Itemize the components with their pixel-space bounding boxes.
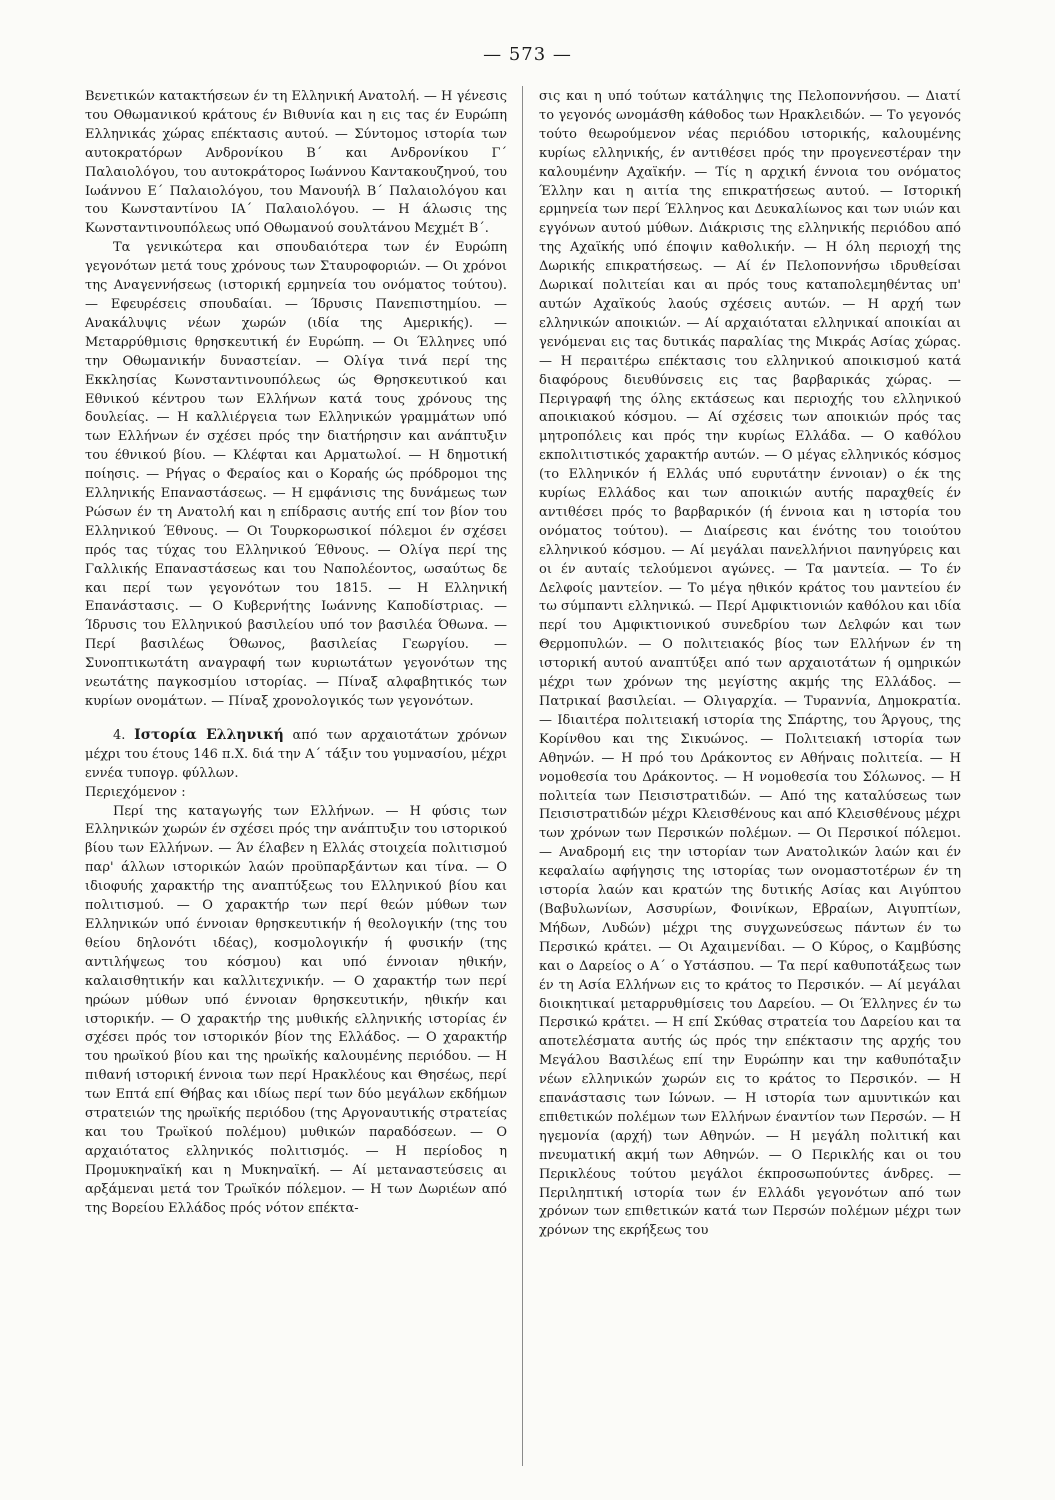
right-paragraph-1: σις και η υπό τούτων κατάληψις της Πελοποννήσου. — Διατί το γεγονός ωνομάσθη κάθοδος των Ηρακλειδών. — Το γεγονός τούτο θεωρούμενον νέας περιόδου ιστορικής, καλουμένης κυρίως ελληνικής, έν αντιθέσει πρός την προγενεστέραν την καλουμένην Αχαϊκήν. — Τίς η αρχική έννοια του ονόματος Έλλην και η αιτία της επικρατήσεως αυτού. — Ιστορική ερμηνεία των περί Έλληνος και Δευκαλίωνος και των υιών και εγγόνων αυτού μύθων. Διάκρισις της ελληνικής περιόδου από της Αχαϊκής υπό έποψιν καθολικήν. — Η όλη περιοχή της Δωρικής επικρατήσεως. — Αί έν Πελοποννήσω ιδρυθείσαι Δωρικαί πολιτείαι και αι πρός τους καταπολεμηθέντας υπ' αυτών Αχαϊκούς λαούς σχέσεις αυτών. — Η αρχή των ελληνικών αποικιών. — Αί αρχαιόταται ελληνικαί αποικίαι αι γενόμεναι εις τας δυτικάς παραλίας της Μικράς Ασίας χώρας. — Η περαιτέρω επέκτασις του ελληνικού αποικισμού κατά διαφόρους διευθύνσεις εις τας βαρβαρικάς χώρας. — Περιγραφή της όλης εκτάσεως και περιοχής του ελληνικού αποικιακού κόσμου. — Αί σχέσεις των αποικιών πρός τας μητροπόλεις και πρός την κυρίως Ελλάδα. — Ο καθόλου εκπολιτιστικός χαρακτήρ αυτών. — Ο μέγας ελληνικός κόσμος (το Ελληνικόν ή Ελλάς υπό ευρυτάτην έννοιαν) ο έκ της κυρίως Ελλάδος και των αποικιών αυτής παραχθείς έν αντιθέσει πρός το βαρβαρικόν (ή έννοια και η ιστορία του ονόματος τούτου). — Διαίρεσις και ένότης του τοιούτου ελληνικού κόσμου. — Αί μεγάλαι πανελλήνιοι πανηγύρεις και οι έν αυταίς τελούμενοι αγώνες. — Τα μαντεία. — Το έν Δελφοίς μαντείον. — Το μέγα ηθικόν κράτος του μαντείου έν τω σύμπαντι ελληνικώ. — Περί Αμφικτιονιών καθόλου και ιδία περί του Αμφικτιονικού συνεδρίου των Δελφών και των Θερμοπυλών. — Ο πολιτειακός βίος των Ελλήνων έν τη ιστορική αυτού αναπτύξει από των αρχαιοτάτων ή ομηρικών μέχρι των χρόνων της μεγίστης ακμής της Ελλάδος. — Πατρικαί βασιλείαι. — Ολιγαρχία. — Τυραννία, Δημοκρατία. — Ιδιαιτέρα πολιτειακή ιστορία της Σπάρτης, του Άργους, της Κορίνθου και της Σικυώνος. — Πολιτειακή ιστορία των Αθηνών. — Η πρό του Δράκοντος εν Αθήναις πολιτεία. — Η νομοθεσία του Δράκοντος. — Η νομοθεσία του Σόλωνος. — Η πολιτεία των Πεισιστρατιδών. — Από της καταλύσεως των Πεισιστρατιδών μέχρι Κλεισθένους και από Κλεισθένους μέχρι των χρόνων των Περσικών πολέμων. — Οι Περσικοί πόλεμοι. — Αναδρομή εις την ιστορίαν των Ανατολικών λαών και έν κεφαλαίω αφήγησις της ιστορίας των ονομαστοτέρων έν τη ιστορία λαών και κρατών της δυτικής Ασίας και Αιγύπτου (Βαβυλωνίων, Ασσυρίων, Φοινίκων, Εβραίων, Αιγυπτίων, Μήδων, Λυδών) μέχρι της συγχωνεύσεως πάντων έν τω Περσικώ κράτει. — Οι Αχαιμενίδαι. — Ο Κύρος, ο Καμβύσης και ο Δαρείος ο Α΄ ο Υστάσπου. — Τα περί καθυποτάξεως των έν τη Ασία Ελλήνων εις το κράτος το Περσικόν. — Αί μεγάλαι διοικητικαί μεταρρυθμίσεις του Δαρείου. — Οι Έλληνες έν τω Περσικώ κράτει. — Η επί Σκύθας στρατεία του Δαρείου και τα αποτελέσματα αυτής ώς πρός την επέκτασιν της αρχής του Μεγάλου Βασιλέως επί την Ευρώπην και την καθυπόταξιν νέων ελληνικών χωρών εις το κράτος το Περσικόν. — Η επανάστασις των Ιώνων. — Η ιστορία των αμυντικών και επιθετικών πολέμων των Ελλήνων έναντίον των Περσών. — Η ηγεμονία (αρχή) των Αθηνών. — Η μεγάλη πολιτική και πνευματική ακμή των Αθηνών. — Ο Περικλής και οι του Περικλέους τούτου μεγάλοι έκπροσωπούντες άνδρες. — Περιληπτική ιστορία των έν Ελλάδι γεγονότων από των χρόνων των επιθετικών κατά των Περσών πολέμων μέχρι των χρόνων της εκρήξεως του xyxy=(539,89,961,1239)
section-description: από των αρχαιοτάτων χρόνων μέχρι του έτους 146 π.Χ. διά την Α΄ τάξιν του γυμνασίου, μέχρι εννέα τυπογρ. φύλλων. xyxy=(85,727,507,781)
page-number: — 573 — xyxy=(483,44,572,65)
contents-label: Περιεχόμενον : xyxy=(85,784,186,800)
section-gap xyxy=(85,712,507,726)
left-paragraph-3: Περί της καταγωγής των Ελλήνων. — Η φύσις των Ελληνικών χωρών έν σχέσει πρός την ανάπτυξιν του ιστορικού βίου των Ελλήνων. — Άν έλαβεν η Ελλάς στοιχεία πολιτισμού παρ' άλλων ιστορικών λαών προϋπαρξάντων και τίνα. — Ο ιδιοφυής χαρακτήρ της αναπτύξεως του Ελληνικού βίου και πολιτισμού. — Ο χαρακτήρ των περί θεών μύθων των Ελληνικών υπό έννοιαν θρησκευτικήν ή θεολογικήν (της του θείου δηλονότι ιδέας), κοσμολογικήν ή φυσικήν (της αντιλήψεως του κόσμου) και υπό έννοιαν ηθικήν, καλαισθητικήν και καλλιτεχνικήν. — Ο χαρακτήρ των περί ηρώων μύθων υπό έννοιαν θρησκευτικήν, ηθικήν και ιστορικήν. — Ο χαρακτήρ της μυθικής ελληνικής ιστορίας έν σχέσει πρός τον ιστορικόν βίον της Ελλάδος. — Ο χαρακτήρ του ηρωϊκού βίου και της ηρωϊκής καλουμένης περιόδου. — Η πιθανή ιστορική έννοια των περί Ηρακλέους και Θησέως, περί των Επτά επί Θήβας και ιδίως περί των δύο μεγάλων εκδήμων στρατειών της ηρωϊκής περιόδου (της Αργοναυτικής στρατείας και του Τρωϊκού πολέμου) μυθικών παραδόσεων. — Ο αρχαιότατος ελληνικός πολιτισμός. — Η περίοδος η Προμυκηναϊκή και η Μυκηναϊκή. — Αί μεταναστεύσεις αι αρξάμεναι μετά τον Τρωϊκόν πόλεμον. — Η των Δωριέων από της Βορείου Ελλάδος πρός νότον επέκτα- xyxy=(85,803,507,1216)
section-number: 4. xyxy=(113,727,126,743)
section-title: Ιστορία Ελληνική xyxy=(134,726,284,743)
right-column xyxy=(539,88,961,1241)
column-divider xyxy=(522,86,523,1466)
left-paragraph-1: Βενετικών κατακτήσεων έν τη Ελληνική Ανατολή. — Η γένεσις του Οθωμανικού κράτους έν Βιθυνία και η εις τας έν Ευρώπη Ελληνικάς χώρας επέκτασις αυτού. — Σύντομος ιστορία των αυτοκρατόρων Ανδρονίκου Β΄ και Ανδρονίκου Γ΄ Παλαιολόγου, του αυτοκράτορος Ιωάννου Καντακουζηνού, του Ιωάννου Ε΄ Παλαιολόγου, του Μανουήλ Β΄ Παλαιολόγου και του Κωνσταντίνου ΙΑ΄ Παλαιολόγου. — Η άλωσις της Κωνσταντινουπόλεως υπό Οθωμανού σουλτάνου Μεχμέτ Β΄. xyxy=(85,89,507,237)
section-heading xyxy=(85,726,507,784)
left-column xyxy=(85,88,507,1218)
left-paragraph-2: Τα γενικώτερα και σπουδαιότερα των έν Ευρώπη γεγονότων μετά τους χρόνους των Σταυροφοριών. — Οι χρόνοι της Αναγεννήσεως (ιστορική ερμηνεία του ονόματος τούτου). — Εφευρέσεις σπουδαίαι. — Ίδρυσις Πανεπιστημίου. — Ανακάλυψις νέων χωρών (ιδία της Αμερικής). — Μεταρρύθμισις θρησκευτική έν Ευρώπη. — Οι Έλληνες υπό την Οθωμανικήν δυναστείαν. — Ολίγα τινά περί της Εκκλησίας Κωνσταντινουπόλεως ώς Θρησκευτικού και Εθνικού κέντρου των Ελλήνων κατά τους χρόνους της δουλείας. — Η καλλιέργεια των Ελληνικών γραμμάτων υπό των Ελλήνων έν σχέσει πρός την διατήρησιν και ανάπτυξιν του έθνικού βίου. — Κλέφται και Αρματωλοί. — Η δημοτική ποίησις. — Ρήγας ο Φεραίος και ο Κοραής ώς πρόδρομοι της Ελληνικής Επαναστάσεως. — Η εμφάνισις της δυνάμεως των Ρώσων έν τη Ανατολή και η επίδρασις αυτής επί τον βίον του Ελληνικού Έθνους. — Οι Τουρκορωσικοί πόλεμοι έν σχέσει πρός τας τύχας του Ελληνικού Έθνους. — Ολίγα περί της Γαλλικής Επαναστάσεως και του Ναπολέοντος, ωσαύτως δε και περί των γεγονότων του 1815. — Η Ελληνική Επανάστασις. — Ο Κυβερνήτης Ιωάννης Καποδίστριας. — Ίδρυσις του Ελληνικού βασιλείου υπό τον βασιλέα Όθωνα. — Περί βασιλέως Όθωνος, βασιλείας Γεωργίου. — Συνοπτικωτάτη αναγραφή των κυριωτάτων γεγονότων της νεωτάτης παγκοσμίου ιστορίας. — Πίναξ αλφαβητικός των κυρίων ονομάτων. — Πίναξ χρονολογικός των γεγονότων. xyxy=(85,240,507,709)
